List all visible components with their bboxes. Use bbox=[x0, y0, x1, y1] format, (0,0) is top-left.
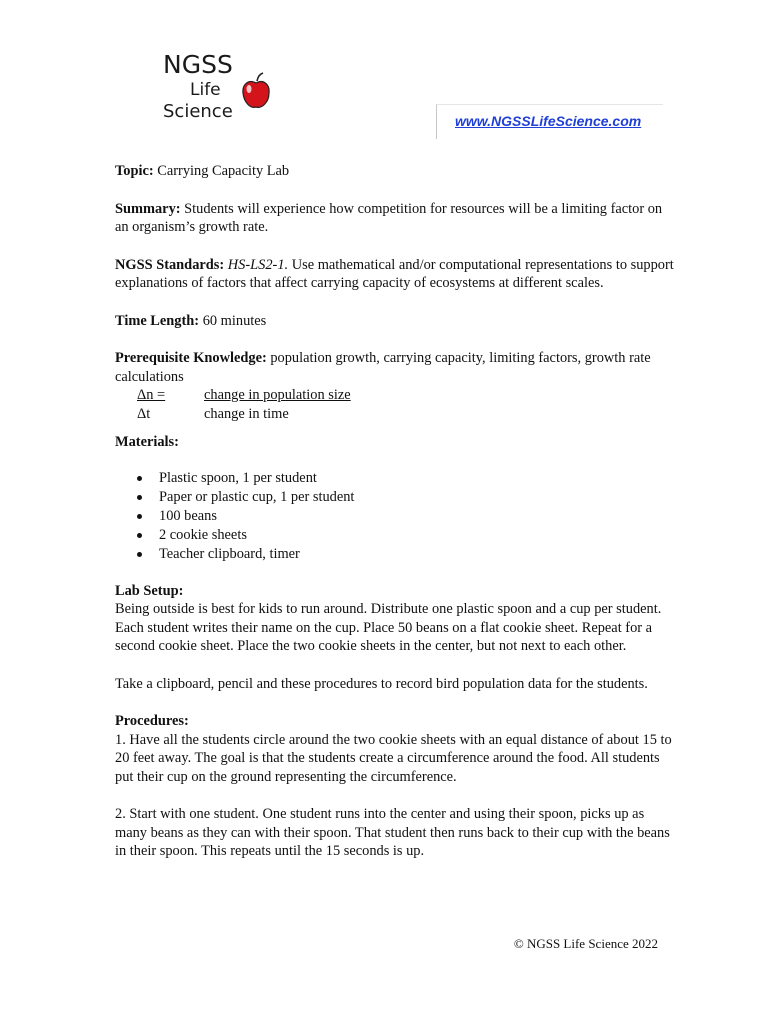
formula-denominator-text: change in time bbox=[204, 406, 289, 422]
list-item: Paper or plastic cup, 1 per student bbox=[159, 488, 675, 507]
procedure-step-1: 1. Have all the students circle around the two cookie sheets with an equal distance of about 15 to 20 feet away. The goal is that the students create a circumference around the food. All students put their cup on the ground representing the circumference. bbox=[115, 731, 672, 785]
time-length-paragraph bbox=[115, 312, 675, 331]
prerequisite-label: Prerequisite Knowledge: bbox=[115, 350, 267, 366]
logo-line-ngss: NGSS bbox=[163, 50, 233, 79]
growth-rate-formula bbox=[137, 386, 675, 424]
prerequisite-paragraph bbox=[115, 349, 675, 386]
topic-label: Topic: bbox=[115, 163, 154, 179]
formula-numerator-symbol: Δn = bbox=[137, 387, 166, 403]
summary-value: Students will experience how competition for resources will be a limiting factor on an organism’s growth rate. bbox=[115, 200, 663, 235]
materials-heading: Materials: bbox=[115, 434, 179, 450]
lesson-content bbox=[115, 162, 675, 880]
logo-line-science: Science bbox=[163, 101, 233, 122]
summary-paragraph bbox=[115, 200, 675, 237]
procedure-step-2: 2. Start with one student. One student runs into the center and using their spoon, picks up as many beans as they can with their spoon. That student then runs back to their cup with the beans in their spoon. This repeats until the 15 seconds is up. bbox=[115, 806, 670, 860]
formula-numerator-text: change in population size bbox=[204, 387, 351, 403]
logo-line-life: Life bbox=[190, 80, 221, 100]
standards-label: NGSS Standards: bbox=[115, 256, 225, 273]
time-length-label: Time Length: bbox=[115, 312, 200, 329]
prerequisite-value: population growth, carrying capacity, limiting factors, growth rate calculations bbox=[115, 350, 651, 385]
ngss-logo bbox=[160, 50, 280, 135]
website-link[interactable]: www.NGSSLifeScience.com bbox=[455, 113, 642, 129]
list-item: Plastic spoon, 1 per student bbox=[159, 469, 675, 488]
lab-setup-paragraph-1: Being outside is best for kids to run around. Distribute one plastic spoon and a cup per student. Each student writes their name on the cup. Place 50 beans on a flat cookie sheet. Repeat for a second cookie sheet. Place the two cookie sheets in the center, but not next to each other. bbox=[115, 601, 662, 655]
procedures-heading: Procedures: bbox=[115, 713, 189, 730]
materials-list bbox=[115, 469, 675, 565]
summary-label: Summary: bbox=[115, 200, 181, 217]
topic-paragraph bbox=[115, 162, 675, 181]
lab-setup-paragraph-2: Take a clipboard, pencil and these procedures to record bird population data for the students. bbox=[115, 675, 648, 692]
list-item: 100 beans bbox=[159, 507, 675, 526]
list-item: 2 cookie sheets bbox=[159, 526, 675, 545]
lab-setup-heading: Lab Setup: bbox=[115, 582, 184, 599]
website-header-box bbox=[436, 104, 663, 139]
standards-value: Use mathematical and/or computational representations to support explanations of factors that affect carrying capacity of ecosystems at different scales. bbox=[115, 256, 674, 291]
list-item: Teacher clipboard, timer bbox=[159, 545, 675, 564]
copyright-footer: © NGSS Life Science 2022 bbox=[513, 936, 658, 951]
standards-code: HS-LS2-1. bbox=[224, 256, 289, 273]
time-length-value: 60 minutes bbox=[199, 312, 267, 329]
standards-paragraph bbox=[115, 256, 675, 293]
apple-icon bbox=[240, 72, 272, 112]
topic-value: Carrying Capacity Lab bbox=[153, 163, 290, 179]
formula-denominator-symbol: Δt bbox=[137, 406, 151, 422]
